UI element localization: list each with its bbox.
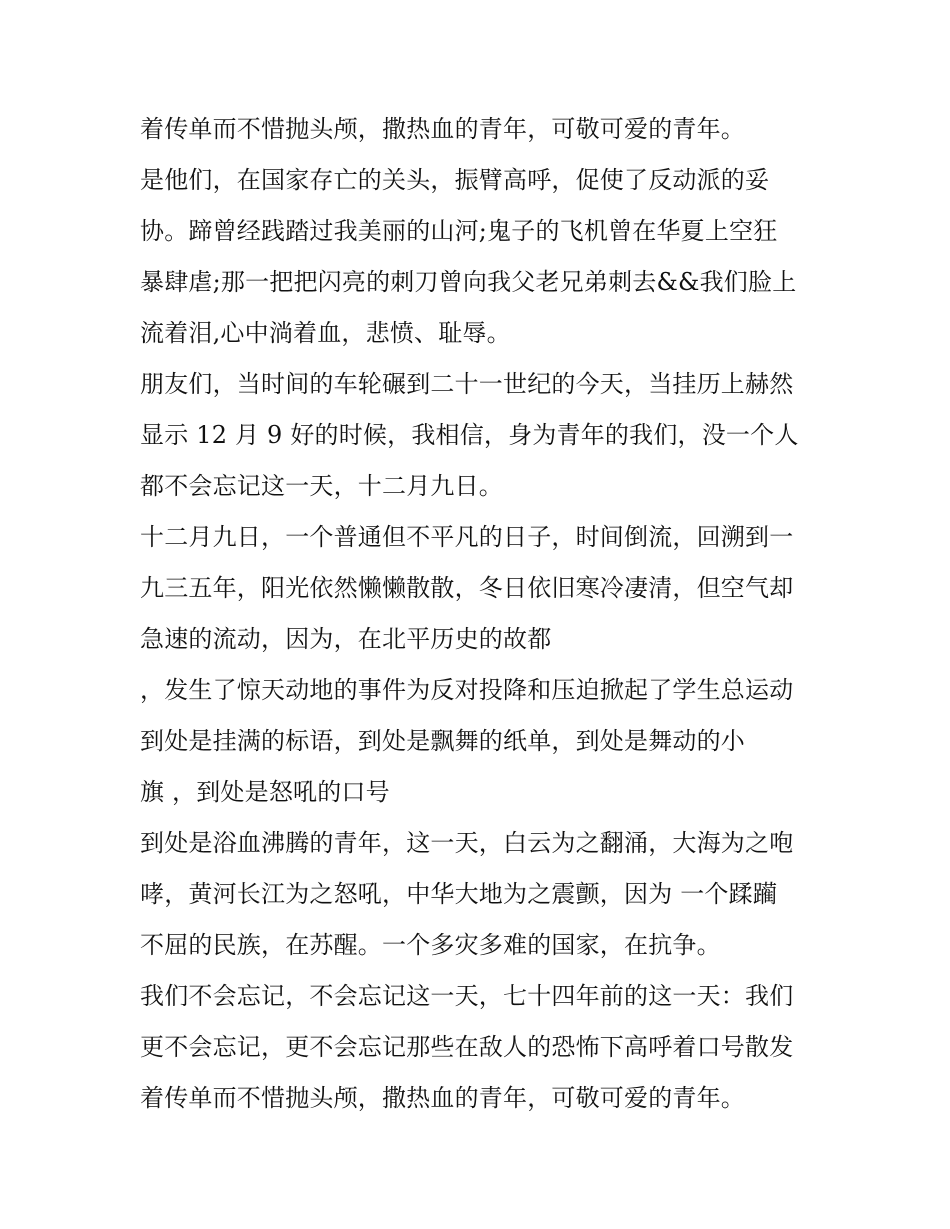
text-line: 暴肆虐;那一把把闪亮的刺刀曾向我父老兄弟刺去&&我们脸上 bbox=[140, 268, 797, 296]
text-line: 显示 12 月 9 好的时候，我相信，身为青年的我们，没一个人 bbox=[140, 421, 799, 449]
text-line: 到处是浴血沸腾的青年，这一天，白云为之翻涌，大海为之咆 bbox=[140, 829, 794, 857]
text-line: 更不会忘记，更不会忘记那些在敌人的恐怖下高呼着口号散发 bbox=[140, 1033, 794, 1061]
text-line: 着传单而不惜抛头颅，撒热血的青年，可敬可爱的青年。 bbox=[140, 1084, 745, 1112]
text-line: 旗 ，到处是怒吼的口号 bbox=[140, 778, 390, 806]
text-line: 是他们，在国家存亡的关头，振臂高呼，促使了反动派的妥 bbox=[140, 166, 770, 194]
text-line: 九三五年，阳光依然懒懒散散，冬日依旧寒冷凄清，但空气却 bbox=[140, 574, 794, 602]
text-line: 到处是挂满的标语，到处是飘舞的纸单，到处是舞动的小 bbox=[140, 727, 745, 755]
text-line: 协。蹄曾经践踏过我美丽的山河;鬼子的飞机曾在华夏上空狂 bbox=[140, 217, 778, 245]
text-line: 急速的流动，因为，在北平历史的故都 bbox=[140, 625, 552, 653]
text-line: 着传单而不惜抛头颅，撒热血的青年，可敬可爱的青年。 bbox=[140, 115, 745, 143]
text-line: 都不会忘记这一天，十二月九日。 bbox=[140, 472, 503, 500]
text-line: 朋友们，当时间的车轮碾到二十一世纪的今天，当挂历上赫然 bbox=[140, 370, 794, 398]
document-body bbox=[140, 104, 820, 1124]
text-line: 我们不会忘记，不会忘记这一天，七十四年前的这一天：我们 bbox=[140, 982, 794, 1010]
text-line: 十二月九日，一个普通但不平凡的日子，时间倒流，回溯到一 bbox=[140, 523, 794, 551]
text-line: 哮，黄河长江为之怒吼，中华大地为之震颤，因为 一个蹂躏 bbox=[140, 880, 778, 908]
text-line: 流着泪,心中淌着血，悲愤、耻辱。 bbox=[140, 319, 511, 347]
text-line: 不屈的民族，在苏醒。一个多灾多难的国家，在抗争。 bbox=[140, 931, 721, 959]
text-line: ，发生了惊天动地的事件为反对投降和压迫掀起了学生总运动 bbox=[140, 676, 794, 704]
